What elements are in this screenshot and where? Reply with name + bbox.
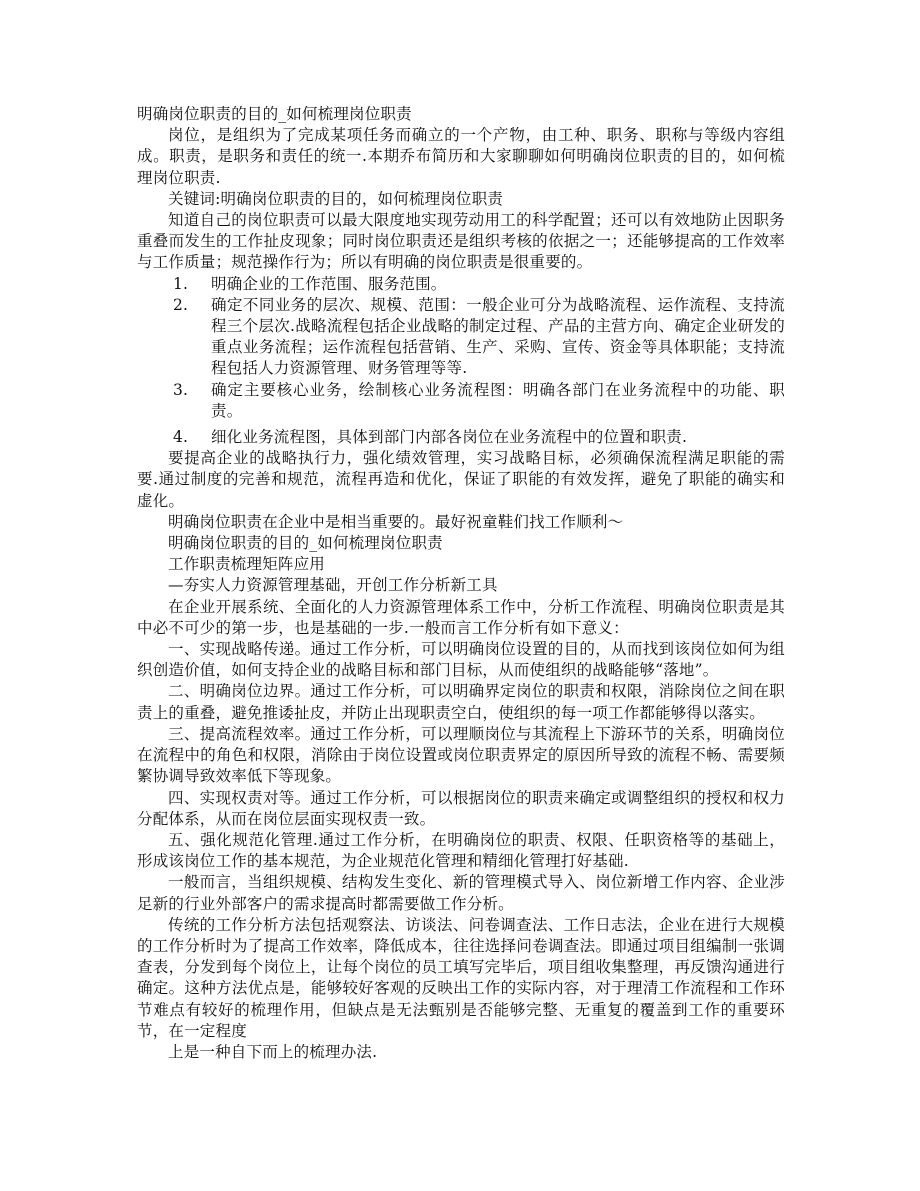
- list-item: [137, 274, 785, 295]
- list-item: [137, 380, 785, 422]
- step-text: 明确企业的工作范围、服务范围。: [211, 274, 447, 293]
- analysis-intro-paragraph: 在企业开展系统、全面化的人力资源管理体系工作中，分析工作流程、明确岗位职责是其中必不可少的第一步，也是基础的一步.一般而言工作分析有如下意义：: [137, 597, 785, 637]
- matrix-subtitle: —夯实人力资源管理基础，开创工作分析新工具: [168, 576, 498, 595]
- step-number: 2.: [173, 295, 189, 314]
- doc-title: 明确岗位职责的目的_如何梳理岗位职责: [137, 105, 412, 123]
- step-text: 确定主要核心业务，绘制核心业务流程图：明确各部门在业务流程中的功能、职责。: [211, 380, 785, 420]
- last-line: 上是一种自下而上的梳理办法.: [168, 1042, 378, 1061]
- steps-list: [137, 274, 785, 449]
- traditional-methods-paragraph: 传统的工作分析方法包括观察法、访谈法、问卷调查法、工作日志法，企业在进行大规模的工作分析时为了提高工作效率，降低成本，往往选择问卷调查法。即通过项目组编制一张调查表，分发到每个岗位上，让每个岗位的员工填写完毕后，项目组收集整理，再反馈沟通进行确定。这种方法优点是，能够较好客观的反映出工作的实际内容，对于理清工作流程和工作环节难点有较好的梳理作用，但缺点是无法甄别是否能够完整、无重复的覆盖到工作的重要环节，在一定程度: [137, 915, 785, 1040]
- step-text: 确定不同业务的层次、规模、范围：一般企业可分为战略流程、运作流程、支持流程三个层次.战略流程包括企业战略的制定过程、产品的主营方向、确定企业研发的重点业务流程；运作流程包括营销、生产、采购、宣传、资金等具体职能；支持流程包括人力资源管理、财务管理等等.: [211, 295, 785, 378]
- document-body: [137, 104, 785, 1063]
- repeat-title: 明确岗位职责的目的_如何梳理岗位职责: [168, 534, 443, 553]
- step-number: 4.: [173, 428, 189, 447]
- list-item: [137, 427, 785, 448]
- meaning-paragraph: 四、实现权责对等。通过工作分析，可以根据岗位的职责来确定或调整组织的授权和权力分配体系，从而在岗位层面实现权责一致。: [137, 788, 785, 828]
- meaning-paragraph: 五、强化规范化管理.通过工作分析，在明确岗位的职责、权限、任职资格等的基础上，形成该岗位工作的基本规范，为企业规范化管理和精细化管理打好基础.: [137, 830, 785, 871]
- meaning-paragraph: 二、明确岗位边界。通过工作分析，可以明确界定岗位的职责和权限，消除岗位之间在职责上的重叠，避免推诿扯皮，并防止出现职责空白，使组织的每一项工作都能够得以落实。: [137, 682, 785, 722]
- intro-paragraph: 岗位，是组织为了完成某项任务而确立的一个产物，由工种、职务、职称与等级内容组成。职责，是职务和责任的统一.本期乔布简历和大家聊聊如何明确岗位职责的目的，如何梳理岗位职责.: [137, 126, 785, 187]
- closing-line: 明确岗位职责在企业中是相当重要的。最好祝童鞋们找工作顺利～: [168, 512, 624, 531]
- step-number: 3.: [173, 380, 189, 399]
- strategy-paragraph: 要提高企业的战略执行力，强化绩效管理，实习战略目标，必须确保流程满足职能的需要.通过制度的完善和规范，流程再造和优化，保证了职能的有效发挥，避免了职能的确实和虚化。: [137, 449, 785, 510]
- step-number: 1.: [173, 274, 189, 293]
- keywords-line: 关键词:明确岗位职责的目的，如何梳理岗位职责: [168, 189, 504, 208]
- list-item: [137, 295, 785, 380]
- meaning-paragraph: 三、提高流程效率。通过工作分析，可以理顺岗位与其流程上下游环节的关系，明确岗位在流程中的角色和权限，消除由于岗位设置或岗位职责界定的原因所导致的流程不畅、需要频繁协调导致效率低下等现象。: [137, 724, 785, 786]
- meaning-paragraph: 一、实现战略传递。通过工作分析，可以明确岗位设置的目的，从而找到该岗位如何为组织创造价值，如何支持企业的战略目标和部门目标，从而使组织的战略能够“落地”。: [137, 640, 785, 680]
- when-paragraph: 一般而言，当组织规模、结构发生变化、新的管理模式导入、岗位新增工作内容、企业涉足新的行业外部客户的需求提高时都需要做工作分析。: [137, 873, 785, 913]
- matrix-title: 工作职责梳理矩阵应用: [168, 555, 326, 574]
- importance-paragraph: 知道自己的岗位职责可以最大限度地实现劳动用工的科学配置；还可以有效地防止因职务重叠而发生的工作扯皮现象；同时岗位职责还是组织考核的依据之一；还能够提高的工作效率与工作质量；规范操作行为；所以有明确的岗位职责是很重要的。: [137, 211, 785, 272]
- step-text: 细化业务流程图，具体到部门内部各岗位在业务流程中的位置和职责.: [211, 428, 688, 447]
